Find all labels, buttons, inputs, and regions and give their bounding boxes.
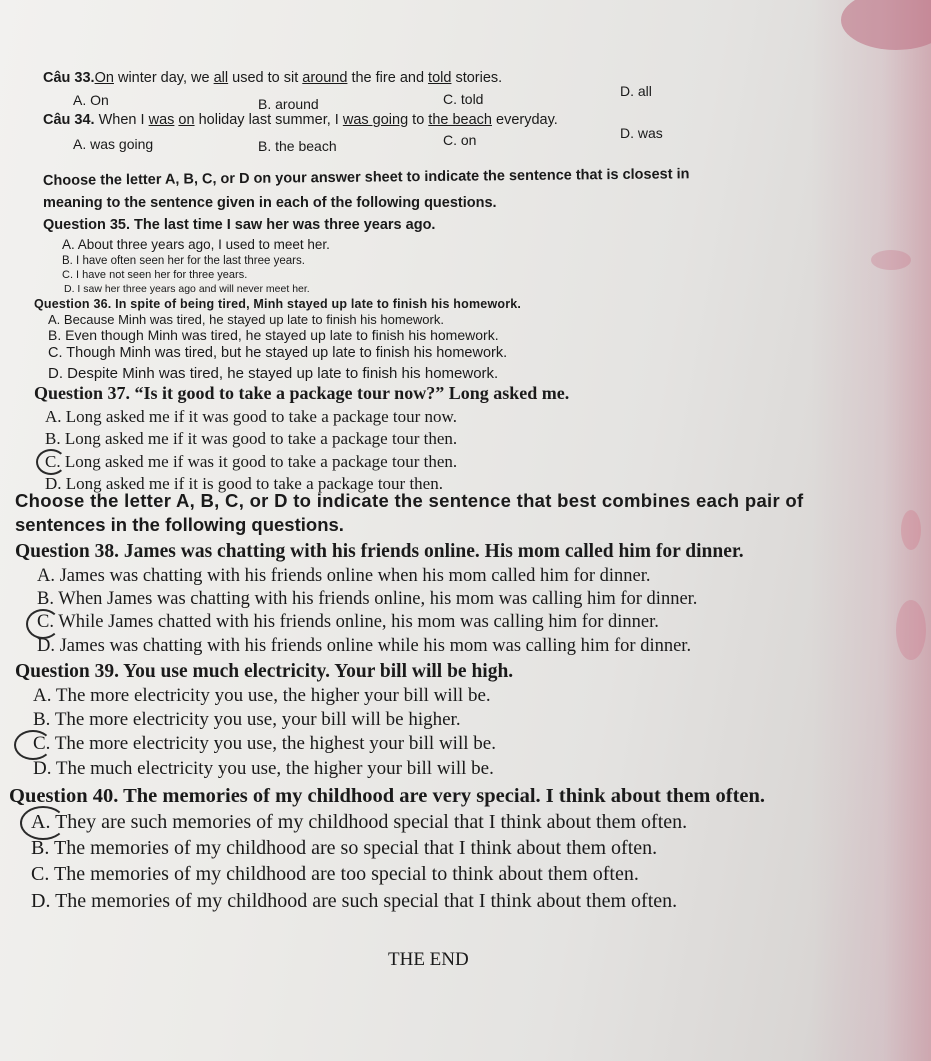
q35-option-a: A. About three years ago, I used to meet her. <box>62 237 330 252</box>
pink-smudge <box>896 600 926 660</box>
instruction-combine-line1: Choose the letter A, B, C, or D to indicate the sentence that best combines each pair of <box>15 490 804 511</box>
q38-option-a: A. James was chatting with his friends online when his mom called him for dinner. <box>37 566 651 586</box>
q38-option-c: C. While James chatted with his friends online, his mom was calling him for dinner. <box>37 612 659 632</box>
instruction-closest-meaning-line2: meaning to the sentence given in each of the following questions. <box>43 195 497 211</box>
q33-stem: Câu 33.On winter day, we all used to sit around the fire and told stories. <box>43 70 503 86</box>
q39-stem: Question 39. You use much electricity. Your bill will be high. <box>15 661 514 682</box>
q39-option-a: A. The more electricity you use, the higher your bill will be. <box>33 685 491 706</box>
q33-label: Câu 33. <box>43 70 95 86</box>
answer-circle-q37-c <box>36 449 66 475</box>
pink-smudge <box>871 250 911 270</box>
q40-stem: Question 40. The memories of my childhood are very special. I think about them often. <box>9 785 766 807</box>
q33-option-c: C. told <box>443 91 484 107</box>
q38-option-d: D. James was chatting with his friends online while his mom was calling him for dinner. <box>37 636 692 656</box>
q38-option-b: B. When James was chatting with his friends online, his mom was calling him for dinner. <box>37 589 698 609</box>
q38-stem: Question 38. James was chatting with his friends online. His mom called him for dinner. <box>15 541 744 562</box>
answer-circle-q38-c <box>26 609 60 639</box>
q36-option-c: C. Though Minh was tired, but he stayed up late to finish his homework. <box>48 345 508 361</box>
answer-circle-q39-c <box>14 730 52 760</box>
q39-option-c: C. The more electricity you use, the highest your bill will be. <box>33 733 496 754</box>
pink-smudge <box>901 510 921 550</box>
answer-circle-q40-a <box>20 806 66 840</box>
q35-option-d: D. I saw her three years ago and will never meet her. <box>64 283 310 295</box>
q39-option-b: B. The more electricity you use, your bill will be higher. <box>33 709 461 730</box>
q37-option-d: D. Long asked me if it is good to take a package tour then. <box>45 474 443 493</box>
q34-option-b: B. the beach <box>258 138 337 154</box>
the-end: THE END <box>388 949 469 970</box>
instruction-closest-meaning-line1: Choose the letter A, B, C, or D on your answer sheet to indicate the sentence that is closest in <box>42 166 690 189</box>
q40-option-d: D. The memories of my childhood are such special that I think about them often. <box>31 890 678 912</box>
q39-option-d: D. The much electricity you use, the higher your bill will be. <box>33 758 494 779</box>
q35-option-c: C. I have not seen her for three years. <box>62 269 248 281</box>
q34-label: Câu 34. <box>43 112 95 128</box>
q37-option-a: A. Long asked me if it was good to take a package tour now. <box>45 407 457 426</box>
q33-option-b: B. around <box>258 96 319 112</box>
q36-option-a: A. Because Minh was tired, he stayed up late to finish his homework. <box>48 312 444 327</box>
q37-option-c: C. Long asked me if was it good to take a package tour then. <box>45 452 458 471</box>
q34-option-c: C. on <box>443 132 477 148</box>
instruction-combine-line2: sentences in the following questions. <box>15 514 344 535</box>
q37-stem: Question 37. “Is it good to take a package tour now?” Long asked me. <box>34 383 570 403</box>
q40-option-b: B. The memories of my childhood are so special that I think about them often. <box>31 837 658 859</box>
q34-option-d: D. was <box>620 125 663 141</box>
q34-option-a: A. was going <box>73 136 154 152</box>
q40-option-a: A. They are such memories of my childhood special that I think about them often. <box>31 811 688 833</box>
q34-stem: Câu 34. When I was on holiday last summer, I was going to the beach everyday. <box>43 112 558 128</box>
q40-option-c: C. The memories of my childhood are too special to think about them often. <box>31 863 639 885</box>
q36-option-d: D. Despite Minh was tired, he stayed up late to finish his homework. <box>48 365 499 382</box>
q36-stem: Question 36. In spite of being tired, Minh stayed up late to finish his homework. <box>34 297 522 311</box>
q33-option-a: A. On <box>73 92 109 108</box>
q33-option-d: D. all <box>620 83 652 99</box>
q36-option-b: B. Even though Minh was tired, he stayed up late to finish his homework. <box>48 327 499 343</box>
q37-option-b: B. Long asked me if it was good to take a package tour then. <box>45 429 458 448</box>
q35-option-b: B. I have often seen her for the last three years. <box>62 255 305 267</box>
q35-stem: Question 35. The last time I saw her was three years ago. <box>43 217 436 233</box>
